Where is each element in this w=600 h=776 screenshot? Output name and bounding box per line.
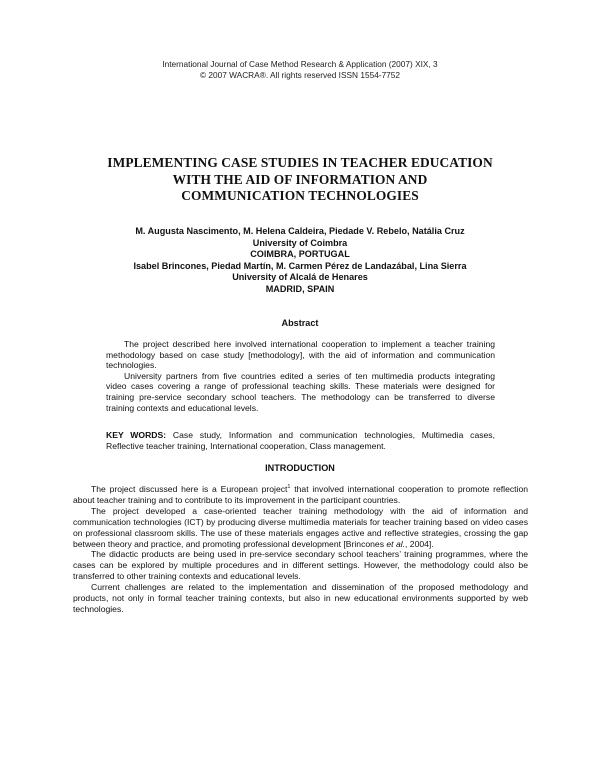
author-names-1: M. Augusta Nascimento, M. Helena Caldeira, Piedade V. Rebelo, Natália Cruz xyxy=(135,226,465,236)
keywords xyxy=(106,430,495,451)
author-block xyxy=(60,226,540,295)
location-2: MADRID, SPAIN xyxy=(265,283,335,294)
intro-paragraph-2 xyxy=(73,506,528,550)
intro-p2-text-a: The project developed a case-oriented teacher training methodology with the aid of information and communication technologies (ICT) by producing diverse multimedia materials for teacher training based on video cases on professional classroom skills. The use of these materials engages active and reflective strategies, crossing the gap between theory and practice, and promoting professional development [Brincones xyxy=(73,505,528,549)
paper-title xyxy=(60,155,540,205)
journal-citation: International Journal of Case Method Research & Application (2007) XIX, 3 xyxy=(162,59,438,69)
introduction-heading: INTRODUCTION xyxy=(265,463,335,473)
keywords-text: Case study, Information and communication technologies, Multimedia cases, Reflective teacher training, International cooperation, Class management. xyxy=(106,430,495,451)
author-names-2: Isabel Brincones, Piedad Martín, M. Carmen Pérez de Landazábal, Lina Sierra xyxy=(133,260,467,271)
affiliation-2: University of Alcalá de Henares xyxy=(232,272,368,282)
title-line-1: IMPLEMENTING CASE STUDIES IN TEACHER EDUCATION xyxy=(107,155,493,170)
affiliation-1: University of Coimbra xyxy=(252,237,348,248)
title-line-3: COMMUNICATION TECHNOLOGIES xyxy=(181,188,419,203)
journal-header xyxy=(0,59,600,80)
citation-et-al: et al. xyxy=(386,538,406,549)
intro-p1-text-a: The project discussed here is a European project xyxy=(91,484,288,494)
keywords-label: KEY WORDS: xyxy=(106,430,167,440)
location-1: COIMBRA, PORTUGAL xyxy=(250,249,350,259)
abstract-paragraph-2: University partners from five countries edited a series of ten multimedia products integrating video cases covering a range of professional teaching skills. These materials were designed for training pre-service secondary school teachers. The methodology can be transferred to diverse training contexts and educational levels. xyxy=(106,370,495,413)
footnote-marker: 1 xyxy=(287,484,291,491)
intro-paragraph-4: Current challenges are related to the implementation and dissemination of the proposed methodology and products, not only in formal teacher training contexts, but also in new educational environments supported by web technologies. xyxy=(73,582,528,614)
copyright-notice: © 2007 WACRA®. All rights reserved ISSN 1554-7752 xyxy=(199,69,401,80)
intro-paragraph-1 xyxy=(73,484,528,506)
intro-p2-text-b: , 2004]. xyxy=(405,538,434,549)
intro-p1-text-b: that involved international cooperation to promote reflection about teacher training and to contribute to its improvement in the participant countries. xyxy=(73,484,528,505)
title-line-2: WITH THE AID OF INFORMATION AND xyxy=(172,171,428,187)
abstract-body xyxy=(106,339,495,413)
introduction-body xyxy=(73,484,528,615)
intro-paragraph-3: The didactic products are being used in pre-service secondary school teachers’ training programmes, where the cases can be explored by multiple procedures and in different settings. However, the methodology could also be transferred to other training contexts and educational levels. xyxy=(73,549,528,582)
abstract-paragraph-1: The project described here involved international cooperation to implement a teacher training methodology based on case study [methodology], with the aid of information and communication technologies. xyxy=(106,339,495,371)
abstract-heading: Abstract xyxy=(281,318,319,328)
